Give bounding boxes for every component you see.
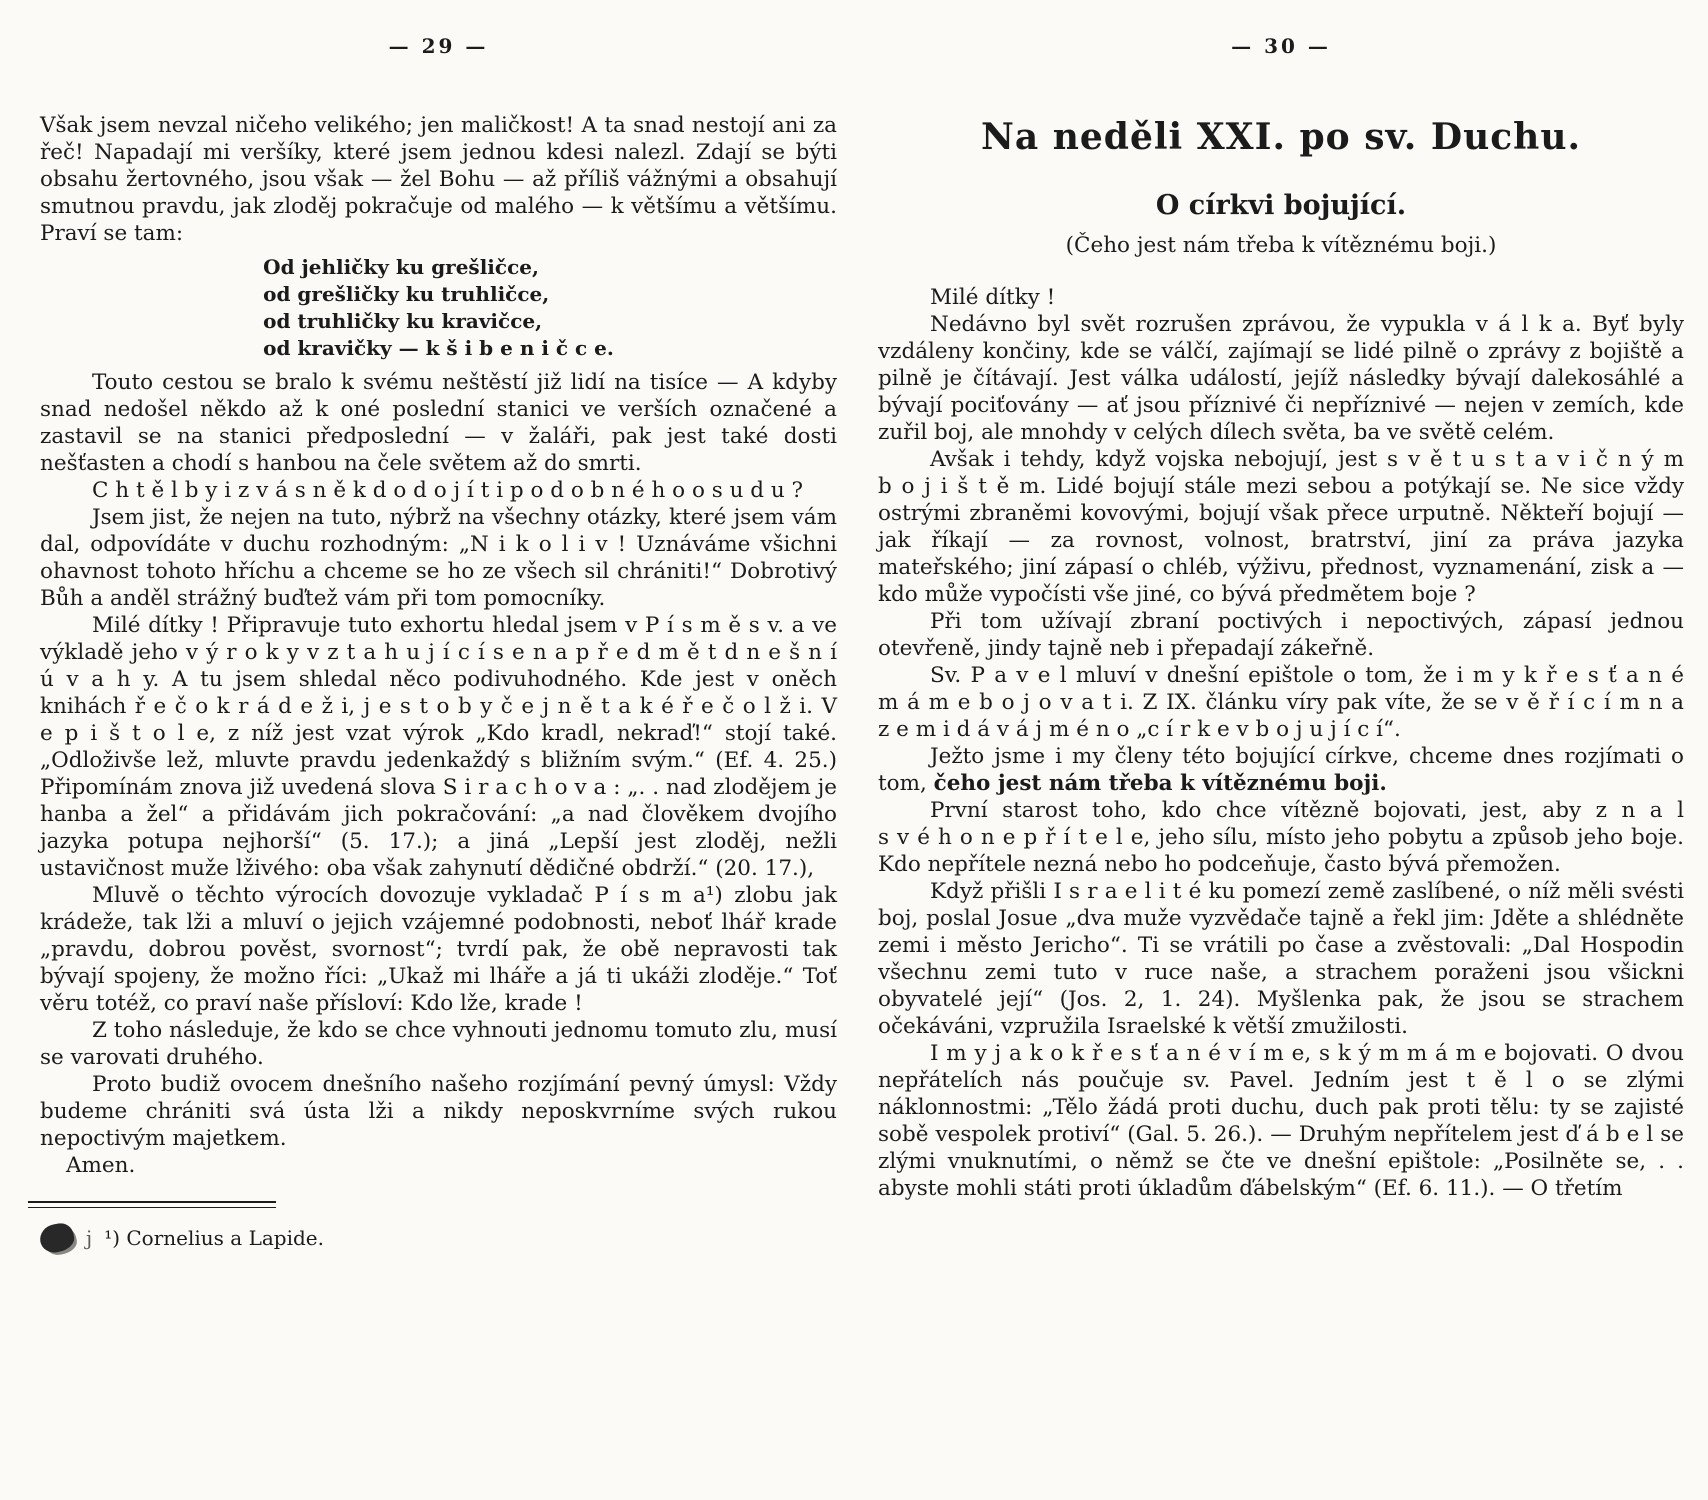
paragraph: Při tom užívají zbraní poctivých i nepoctivých, zápasí jednou otevřeně, jindy tajně neb i přepadají zákeřně. [878,609,1684,661]
ink-blot [38,1221,76,1254]
paragraph: Však jsem nevzal ničeho velikého; jen maličkost! A ta snad nestojí ani za řeč! Napadají mi veršíky, které jsem jednou kdesi nalezl. Zdají se býti obsahu žertovného, jsou však — žel Bohu — až příliš vážnými a obsahují smutnou pravdu, jak zloděj pokračuje od malého — k většímu a většímu. Praví se tam: [40,113,837,246]
paragraph: Sv. P a v e l mluví v dnešní epištole o tom, že i m y k ř e s ť a n é m á m e b o j o v a t i. Z IX. článku víry pak víte, že se v ě ř í c í m n a z e m i d á v á j m é n o „c í r k e v b o j u j í c í“. [878,663,1684,742]
sermon-subtitle: O církvi bojující. [1155,190,1407,221]
paragraph: Nedávno byl svět rozrušen zprávou, že vypukla v á l k a. Byť byly vzdáleny končiny, kde se válčí, zajímají se lidé pilně o zprávy z bojiště a pilně je čítávají. Jest válka událostí, jejíž následky bývají dalekosáhlé a bývají pociťovány — ať jsou příznivé či nepříznivé — nejen v zemích, kde zuřil boj, ale mnohdy v celých dílech světa, ba ve světě celém. [878,312,1684,445]
verse-block [40,254,837,362]
sermon-title: Na neděli XXI. po sv. Duchu. [980,116,1582,158]
page-29 [40,34,837,1252]
amen: Amen. [66,1153,136,1178]
paragraph: I m y j a k o k ř e s ť a n é v í m e, s k ý m m á m e bojovati. O dvou nepřátelích nás poučuje sv. Pavel. Jedním jest t ě l o se zlými náklonnostmi: „Tělo žádá proti duchu, duch pak proti tělu: ty se zajisté sobě vespolek protiví“ (Gal. 5. 26.). — Druhým nepřítelem jest ď á b e l se zlými vnuknutími, o němž se čte ve dnešní epištole: „Posilněte se, . . abyste mohli státi proti úkladům ďábelským“ (Ef. 6. 11.). — O třetím [878,1041,1684,1201]
sermon-theme: (Čeho jest nám třeba k vítěznému boji.) [1065,233,1497,258]
paragraph: Proto budiž ovocem dnešního našeho rozjímání pevný úmysl: Vždy budeme chrániti svá ústa lži a nikdy neposkvrníme svých rukou nepoctivým majetkem. [40,1072,837,1151]
salutation: Milé dítky ! [930,285,1056,310]
verse-line: od truhličky ku kravičce, [263,309,543,333]
paragraph: První starost toho, kdo chce vítězně bojovati, jest, aby z n a l s v é h o n e p ř í t e l e, jeho sílu, místo jeho pobytu a způsob jeho boje. Kdo nepřítele nezná nebo ho podceňuje, často bývá přemožen. [878,798,1684,877]
stray-mark: j [86,1226,93,1250]
paragraph-text: Ježto jsme i my členy této bojující církve, chceme dnes rozjímati o tom, [878,744,1684,796]
footnote-text: ¹) Cornelius a Lapide. [104,1226,324,1250]
footnote-divider [28,1201,276,1208]
paragraph [878,743,1684,797]
paragraph-letterspaced: C h t ě l b y i z v á s n ě k d o d o j í t i p o d o b n é h o o s u d u ? [92,478,804,503]
paragraph: Milé dítky ! Připravuje tuto exhortu hledal jsem v P í s m ě s v. a ve výkladě jeho v ý r o k y v z t a h u j í c í s e n a p ř e d m ě t d n e š n í ú v a h y. A tu jsem shledal něco podivuhodného. Kde jest v oněch knihách ř e č o k r á d e ž i, j e s t o b y č e j n ě t a k é ř e č o l ž i. V e p i š t o l e, z níž jest vzat výrok „Kdo kradl, nekraď!“ stojí také. „Odloživše lež, mluvte pravdu jedenkaždý s bližním svým.“ (Ef. 4. 25.) Připomínám znova již uvedená slova S i r a c h o v a : „. . nad zlodějem je hanba a žel“ a přidávám jich pokračování: „a nad člověkem dvojího jazyka potupa nejhorší“ (5. 17.); a jiná „Lepší jest zloděj, nežli ustavičnost muže lživého: oba však zahynutí dědičné obdrží.“ (20. 17.), [40,613,837,881]
page-number: — 30 — [1231,34,1331,58]
paragraph: Mluvě o těchto výrocích dovozuje vykladač P í s m a¹) zlobu jak krádeže, tak lži a mluví o jejich vzájemné podobnosti, neboť lhář krade „pravdu, dobrou pověst, svornost“; tvrdí pak, že obě nepravosti tak bývají spojeny, že možno říci: „Ukaž mi lháře a já ti ukáži zloděje.“ Toť věru totéž, co praví naše přísloví: Kdo lže, krade ! [40,883,837,1016]
paragraph: Touto cestou se bralo k svému neštěstí již lidí na tisíce — A kdyby snad nedošel někdo až k oné poslední stanici ve verších označené a zastavil se na stanici předposlední — v žaláři, pak jest také dosti nešťasten a chodí s hanbou na čele světem až do smrti. [40,370,837,476]
verse-line: od kravičky — k š i b e n i č c e. [263,336,614,360]
paragraph: Z toho následuje, že kdo se chce vyhnouti jednomu tomuto zlu, musí se varovati druhého. [40,1018,837,1070]
verse-line: Od jehličky ku grešličce, [263,255,539,279]
page-number: — 29 — [388,34,489,58]
emphasis-text: čeho jest nám třeba k vítěznému boji. [933,771,1387,796]
paragraph: Avšak i tehdy, když vojska nebojují, jest s v ě t u s t a v i č n ý m b o j i š t ě m. Lidé bojují stále mezi sebou a potýkají se. Ne sice vždy ostrými zbraněmi kovovými, bojují však přece urputně. Někteří bojují — jak říkají — za rovnost, volnost, bratrství, jiní za práva jazyka mateřského; jiní zápasí o chléb, výživu, přednost, vyznamenání, zisk a — kdo může vypočísti vše jiné, co bývá předmětem boje ? [878,447,1684,607]
footnote [40,1224,837,1252]
page-30 [878,34,1684,1202]
paragraph: Jsem jist, že nejen na tuto, nýbrž na všechny otázky, které jsem vám dal, odpovídáte v duchu rozhodným: „N i k o l i v ! Uznáváme všichni ohavnost tohoto hříchu a chceme se ho ze všech sil chrániti!“ Dobrotivý Bůh a anděl strážný buďtež vám při tom pomocníky. [40,505,837,611]
verse-line: od grešličky ku truhličce, [263,282,550,306]
paragraph: Když přišli I s r a e l i t é ku pomezí země zaslíbené, o níž měli svésti boj, poslal Josue „dva muže vyzvědače tajně a řekl jim: Jděte a shlédněte zemi i město Jericho“. Ti se vrátili po čase a zvěstovali: „Dal Hospodin všechnu zemi tuto v ruce naše, a strachem poraženi jsou všickni obyvatelé její“ (Jos. 2, 1. 24). Myšlenka pak, že jsou se strachem očekáváni, vzpružila Israelské k větší zmužilosti. [878,879,1684,1039]
